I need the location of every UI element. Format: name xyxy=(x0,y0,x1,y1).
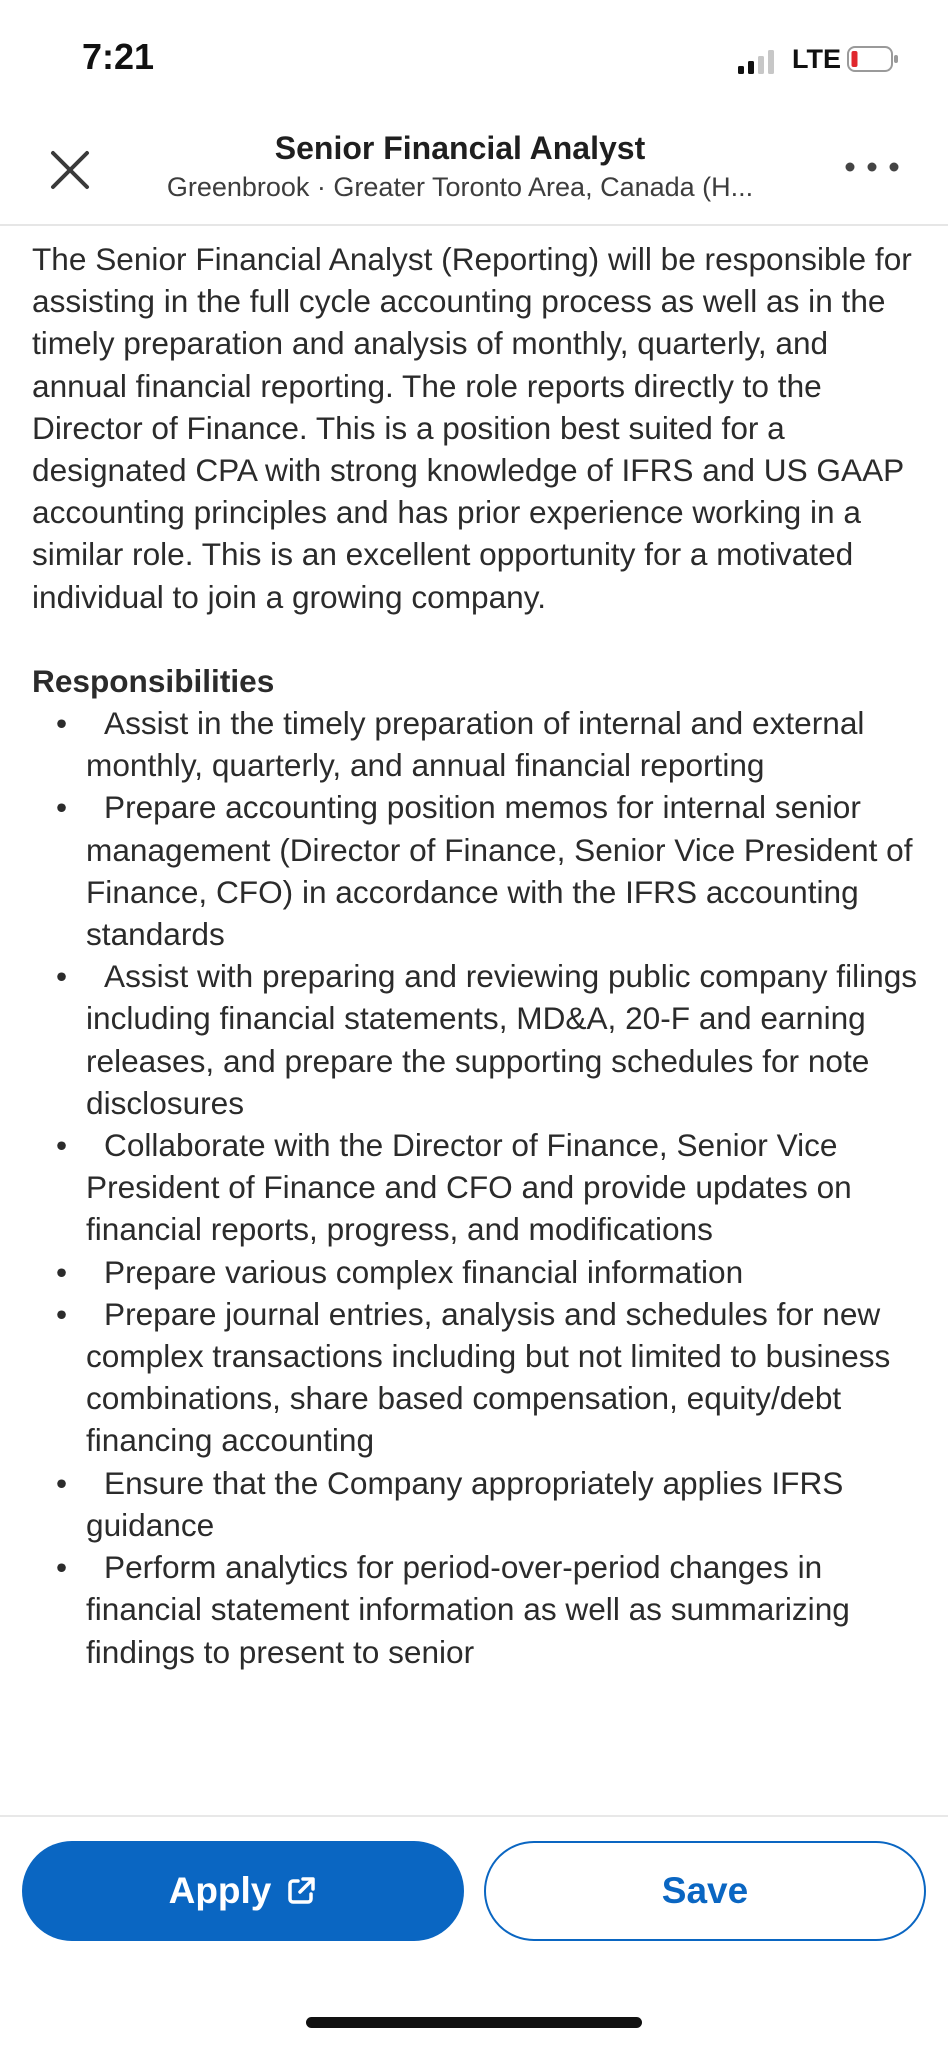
more-horizontal-icon xyxy=(845,162,899,172)
status-bar xyxy=(0,0,948,110)
apply-button[interactable] xyxy=(22,1841,464,1941)
list-item: • Prepare accounting position memos for internal senior management (Director of Finance, Senior Vice President of Finance, CFO) in accordance with the IFRS accounting standards xyxy=(86,786,922,955)
list-item: • Collaborate with the Director of Finance, Senior Vice President of Finance and CFO and provide updates on financial reports, progress, and modifications xyxy=(86,1124,922,1251)
bullet-icon: • xyxy=(56,1549,68,1586)
job-description[interactable] xyxy=(32,228,922,1813)
description-intro: The Senior Financial Analyst (Reporting) will be responsible for assisting in the full cycle accounting process as well as in the timely preparation and analysis of monthly, quarterly, and annual financial reporting. The role reports directly to the Director of Finance. This is a position best suited for a designated CPA with strong knowledge of IFRS and US GAAP accounting principles and has prior experience working in a similar role. This is an excellent opportunity for a motivated individual to join a growing company. xyxy=(32,241,912,615)
list-item: • Prepare journal entries, analysis and schedules for new complex transactions including but not limited to business combinations, share based compensation, equity/debt financing accounting xyxy=(86,1293,922,1462)
list-item: • Prepare various complex financial information xyxy=(86,1251,922,1293)
save-button[interactable]: Save xyxy=(484,1841,926,1941)
responsibilities-heading: Responsibilities xyxy=(32,662,275,699)
apply-label: Apply xyxy=(168,1870,272,1911)
list-item: • Perform analytics for period-over-period changes in financial statement information as well as summarizing findings to present to senior xyxy=(86,1546,922,1673)
job-header xyxy=(0,110,948,226)
close-icon xyxy=(48,148,92,192)
home-indicator[interactable] xyxy=(306,2017,642,2028)
list-item: • Ensure that the Company appropriately applies IFRS guidance xyxy=(86,1462,922,1546)
action-bar xyxy=(0,1815,948,2050)
responsibilities-list xyxy=(32,702,922,1673)
cellular-signal-icon xyxy=(738,50,784,74)
bullet-icon: • xyxy=(56,1127,68,1164)
more-options-button[interactable] xyxy=(842,152,902,182)
job-subtitle: Greenbrook · Greater Toronto Area, Canada (H... xyxy=(166,172,754,202)
network-type: LTE xyxy=(792,44,841,74)
bullet-icon: • xyxy=(56,1464,68,1501)
battery-icon xyxy=(847,45,899,73)
external-link-icon xyxy=(285,1875,317,1907)
close-button[interactable] xyxy=(44,144,96,196)
bullet-icon: • xyxy=(56,789,68,826)
bullet-icon: • xyxy=(56,1253,68,1290)
list-item: • Assist in the timely preparation of internal and external monthly, quarterly, and annual financial reporting xyxy=(86,702,922,786)
bullet-icon: • xyxy=(56,705,68,742)
status-time: 7:21 xyxy=(82,36,155,77)
list-item: • Assist with preparing and reviewing public company filings including financial statements, MD&A, 20-F and earning releases, and prepare the supporting schedules for note disclosures xyxy=(86,955,922,1124)
bullet-icon: • xyxy=(56,1295,68,1332)
bullet-icon: • xyxy=(56,958,68,995)
job-title: Senior Financial Analyst xyxy=(274,130,646,166)
